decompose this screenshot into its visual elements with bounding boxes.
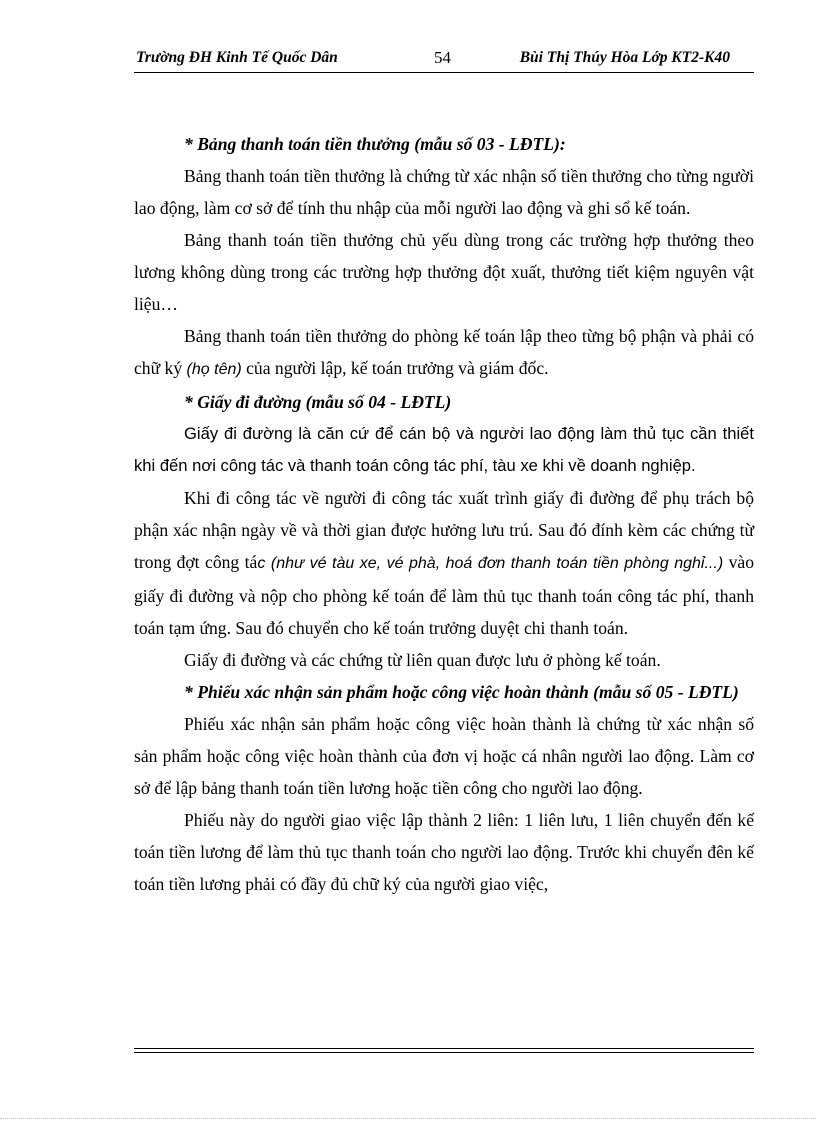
paragraph: Giấy đi đường và các chứng từ liên quan được lưu ở phòng kế toán. [184,650,661,670]
paragraph: Phiếu này do người giao việc lập thành 2 liên: 1 liên lưu, 1 liên chuyển đến kế toán tiền lương để làm thủ tục thanh toán cho người lao động. Trước khi chuyển đên kế toán tiền lương phải có đầy đủ chữ ký của người giao việc, [134,810,754,894]
header-author: Bùi Thị Thúy Hòa Lớp KT2-K40 [519,49,730,66]
paragraph [134,320,754,386]
paragraph [134,482,754,644]
paragraph: Bảng thanh toán tiền thưởng chủ yếu dùng trong các trường hợp thưởng theo lương không dùng trong các trường hợp thưởng đột xuất, thưởng tiết kiệm nguyên vật liệu… [134,230,754,314]
text-run: vào giấy đi đường và nộp cho phòng kế toán để làm thủ tục thanh toán công tác phí, thanh toán tạm ứng. Sau đó chuyển cho kế toán trưởng duyệt chi thanh toán. [134,552,755,638]
text-run: Khi đi công tác về người đi công tác xuất trình giấy đi đường để phụ trách bộ phận xác nhận ngày về và thời gian được hưởng lưu trú. Sau đó đính kèm các chứng từ trong đợt công tá [134,488,754,572]
text-run: Bảng thanh toán tiền thưởng do phòng kế toán lập theo từng bộ phận và phải có chữ ký [134,326,754,378]
header-school: Trường ĐH Kinh Tế Quốc Dân [136,49,338,66]
italic-note: (họ tên) [186,361,242,378]
page-number: 54 [434,48,451,67]
paragraph: Giấy đi đường là căn cứ để cán bộ và người lao động làm thủ tục cần thiết khi đến nơi công tác và thanh toán công tác phí, tàu xe khi về doanh nghiệp. [134,424,754,475]
section-title-travel: * Giấy đi đường (mẫu số 04 - LĐTL) [184,392,452,412]
paragraph: Bảng thanh toán tiền thưởng là chứng từ xác nhận số tiền thưởng cho từng người lao động, làm cơ sở để tính thu nhập của mỗi người lao động và ghi sổ kế toán. [134,166,754,218]
paragraph: Phiếu xác nhận sản phẩm hoặc công việc hoàn thành là chứng từ xác nhận số sản phẩm hoặc công việc hoàn thành của đơn vị hoặc cá nhân người lao động. Làm cơ sở để lập bảng thanh toán tiền lương hoặc tiền công cho người lao động. [134,714,754,798]
italic-note: c (như vé tàu xe, vé phà, hoá đơn thanh toán tiền phòng nghỉ...) [257,555,724,572]
footer-rule [134,1048,754,1049]
text-run: của người lập, kế toán trưởng và giám đốc. [241,358,549,378]
section-title-bonus: * Bảng thanh toán tiền thưởng (mẫu số 03 - LĐTL): [184,134,566,154]
page-header [134,46,754,73]
footer-rule [134,1052,754,1053]
document-body [134,128,754,900]
page-edge-divider [0,1118,816,1119]
section-title-confirmation: * Phiếu xác nhận sản phẩm hoặc công việc hoàn thành (mẫu số 05 - LĐTL) [184,682,739,702]
